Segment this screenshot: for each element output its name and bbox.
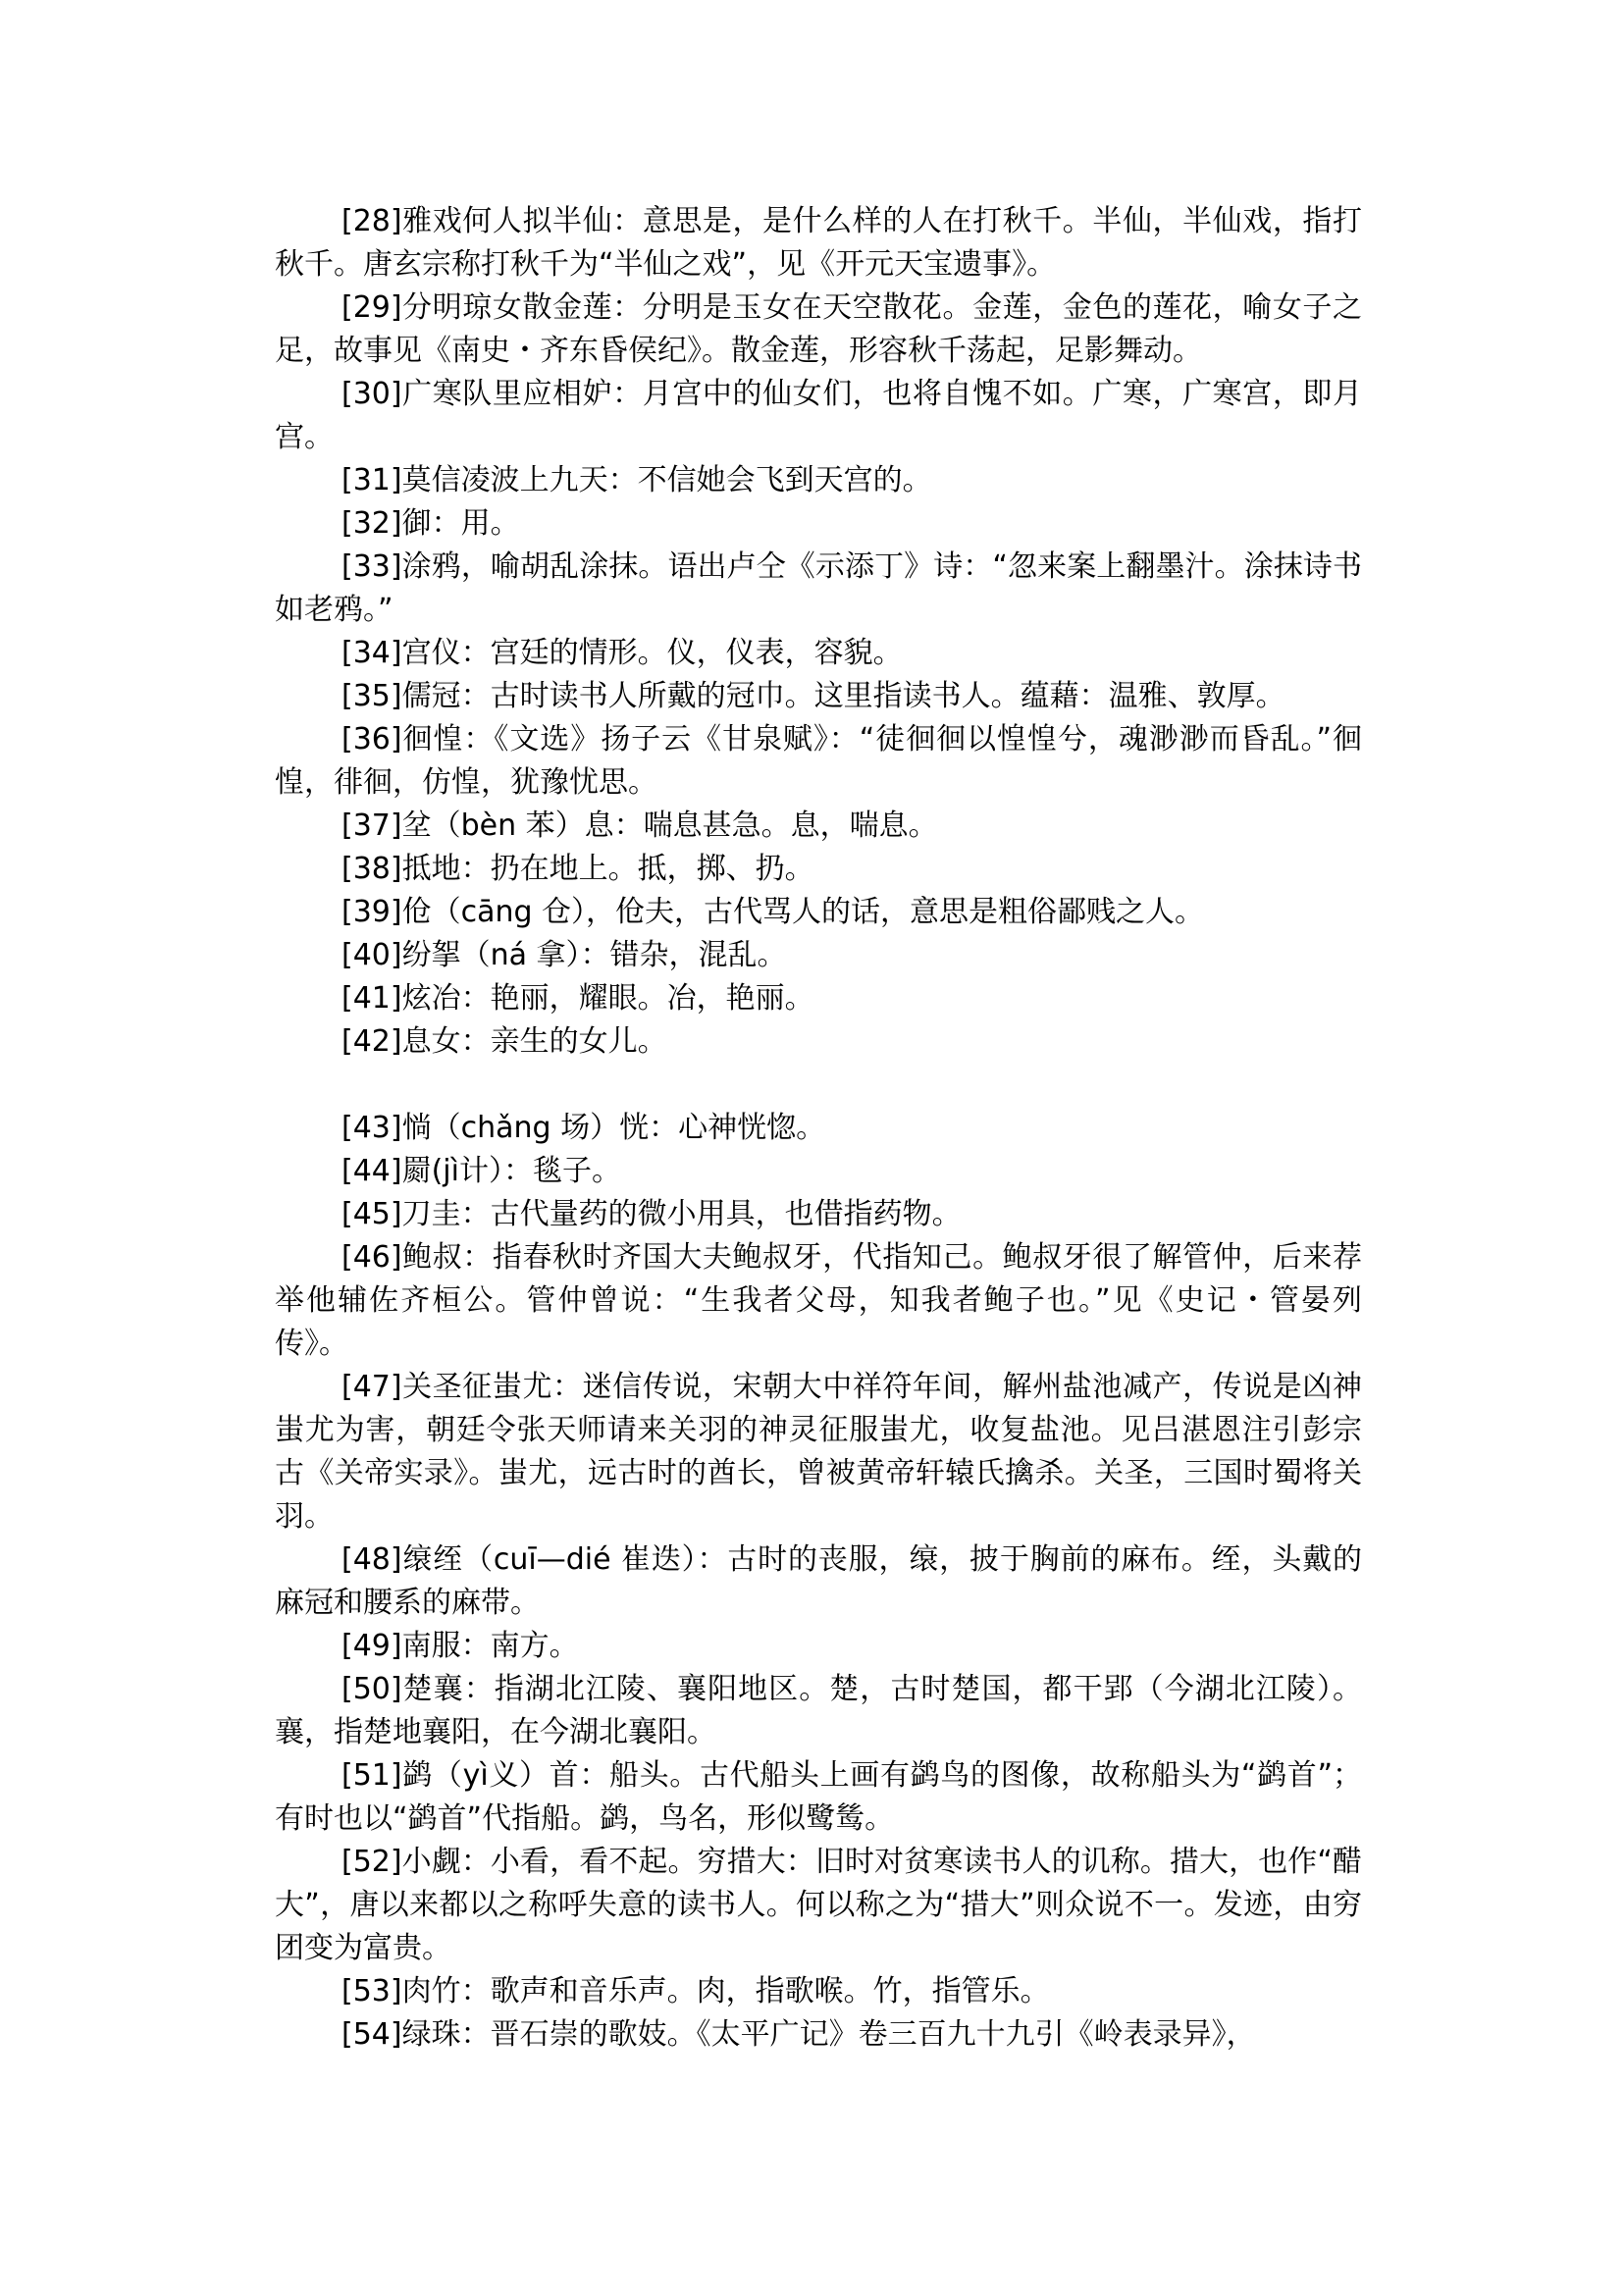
annotation-list [275,200,1362,2057]
note-41: [41]炫冶：艳丽，耀眼。冶，艳丽。 [341,981,814,1016]
note-52: [52]小觑：小看，看不起。穷措大：旧时对贫寒读书人的讥称。措大，也作“醋大”，唐以来都以之称呼失意的读书人。何以称之为“措大”则众说不一。发迹，由穷团变为富贵。 [275,1845,1362,1965]
note-30: [30]广寒队里应相妒：月宫中的仙女们，也将自愧不如。广寒，广寒宫，即月宫。 [275,377,1362,454]
note-54: [54]绿珠：晋石崇的歌妓。《太平广记》卷三百九十九引《岭表录异》， [341,2017,1256,2052]
note-28: [28]雅戏何人拟半仙：意思是，是什么样的人在打秋千。半仙，半仙戏，指打秋千。唐玄宗称打秋千为“半仙之戏”，见《开元天宝遗事》。 [275,204,1362,282]
note-31: [31]莫信凌波上九天：不信她会飞到天宫的。 [341,463,932,497]
note-38: [38]抵地：扔在地上。抵，掷、扔。 [341,852,814,886]
note-50: [50]楚襄：指湖北江陵、襄阳地区。楚，古时楚国，都干郢（今湖北江陵）。襄，指楚地襄阳，在今湖北襄阳。 [275,1672,1362,1749]
note-53: [53]肉竹：歌声和音乐声。肉，指歌喉。竹，指管乐。 [341,1974,1050,2008]
note-46: [46]鲍叔：指春秋时齐国大夫鲍叔牙，代指知己。鲍叔牙很了解管仲，后来荐举他辅佐齐桓公。管仲曾说：“生我者父母，知我者鲍子也。”见《史记・管晏列传》。 [275,1240,1362,1361]
note-43: [43]惝（chǎng 场）恍：心神恍惚。 [341,1111,826,1145]
note-39: [39]伧（cāng 仓），伧夫，古代骂人的话，意思是粗俗鄙贱之人。 [341,895,1205,929]
note-48: [48]缞绖（cuī—dié 崔迭）：古时的丧服，缞，披于胸前的麻布。绖，头戴的麻冠和腰系的麻带。 [275,1542,1362,1620]
note-29: [29]分明琼女散金莲：分明是玉女在天空散花。金莲，金色的莲花，喻女子之足，故事见《南史・齐东昏侯纪》。散金莲，形容秋千荡起，足影舞动。 [275,290,1362,368]
note-40: [40]纷挐（ná 拿）：错杂，混乱。 [341,938,787,972]
note-49: [49]南服：南方。 [341,1629,579,1663]
note-37: [37]坌（bèn 苯）息：喘息甚急。息，喘息。 [341,808,938,843]
note-42: [42]息女：亲生的女儿。 [341,1024,667,1059]
note-44: [44]罽(jì计）：毯子。 [341,1154,621,1188]
note-45: [45]刀圭：古代量药的微小用具，也借指药物。 [341,1197,962,1231]
note-32: [32]御：用。 [341,506,520,541]
note-34: [34]宫仪：宫廷的情形。仪，仪表，容貌。 [341,636,903,670]
note-51: [51]鹢（yì义）首：船头。古代船头上画有鹢鸟的图像，故称船头为“鹢首”；有时也以“鹢首”代指船。鹢，鸟名，形似鹭鸶。 [275,1758,1362,1836]
note-35: [35]儒冠：古时读书人所戴的冠巾。这里指读书人。蕴藉：温雅、敦厚。 [341,679,1285,713]
note-36: [36]徊惶：《文选》扬子云《甘泉赋》：“徒徊徊以惶惶兮，魂渺渺而昏乱。”徊惶，徘徊，仿惶，犹豫忧思。 [275,722,1362,800]
note-47: [47]关圣征蚩尤：迷信传说，宋朝大中祥符年间，解州盐池减产，传说是凶神蚩尤为害，朝廷令张天师请来关羽的神灵征服蚩尤，收复盐池。见吕湛恩注引彭宗古《关帝实录》。蚩尤，远古时的酋长，曾被黄帝轩辕氏擒杀。关圣，三国时蜀将关羽。 [275,1370,1362,1534]
note-33: [33]涂鸦，喻胡乱涂抹。语出卢仝《示添丁》诗：“忽来案上翻墨汁。涂抹诗书如老鸦。” [275,549,1362,627]
